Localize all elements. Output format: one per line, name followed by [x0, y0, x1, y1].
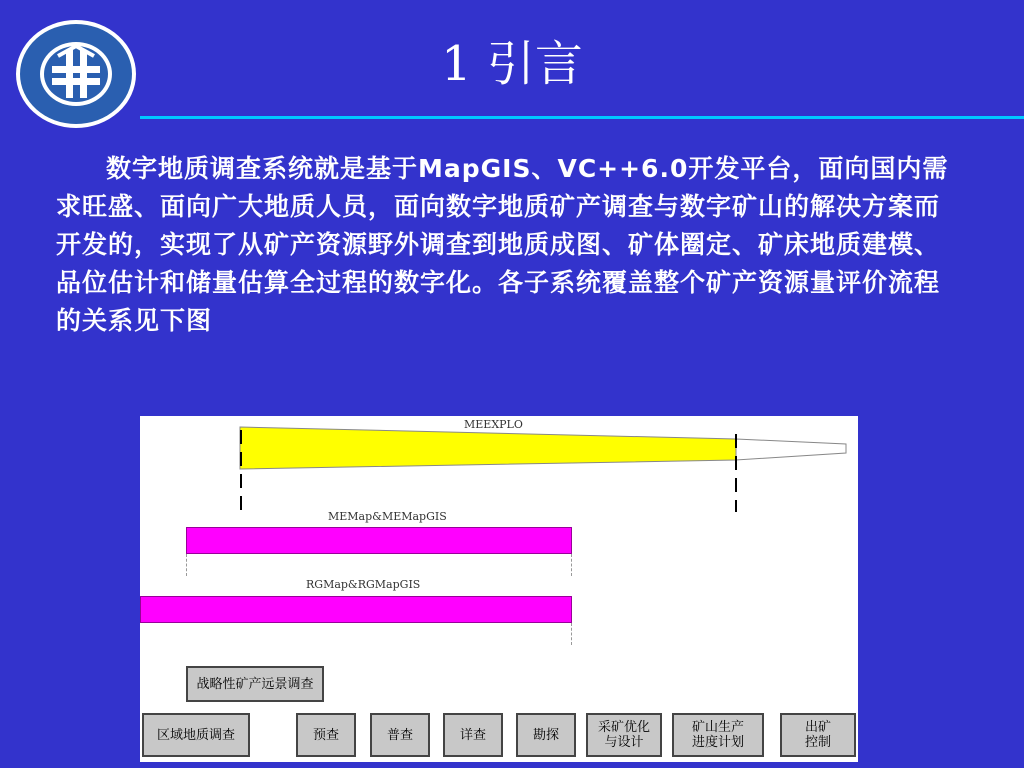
memap-right-guide	[571, 554, 572, 576]
stage-box-production-schedule	[672, 713, 764, 757]
stage-label: 区域地质调查	[156, 727, 235, 743]
memap-bar	[186, 527, 572, 554]
stage-box-ore-control	[780, 713, 856, 757]
rgmap-label: RGMap&RGMapGIS	[306, 578, 421, 591]
stage-label: 详查	[459, 727, 486, 743]
strategic-survey-box: 战略性矿产远景调查	[186, 666, 324, 702]
stage-box-exploration	[516, 713, 576, 757]
memap-left-guide	[186, 554, 187, 576]
title-rule	[140, 116, 1024, 119]
stage-label-line1: 出矿	[804, 720, 831, 735]
stage-label-line1: 矿山生产	[691, 720, 744, 735]
intro-paragraph-block	[56, 150, 956, 340]
stage-label: 勘探	[532, 727, 559, 743]
stage-box-regional-survey	[142, 713, 250, 757]
meexplo-bar	[140, 416, 858, 516]
stage-label-line2: 与设计	[604, 735, 644, 750]
memap-label: MEMap&MEMapGIS	[328, 510, 447, 523]
subsystem-diagram	[140, 416, 858, 762]
stage-box-mining-design	[586, 713, 662, 757]
intro-paragraph: 数字地质调查系统就是基于MapGIS、VC++6.0开发平台，面向国内需求旺盛、面向广大地质人员，面向数字地质矿产调查与数字矿山的解决方案而开发的，实现了从矿产资源野外调查到地质成图、矿体圈定、矿床地质建模、品位估计和储量估算全过程的数字化。各子系统覆盖整个矿产资源量评价流程的关系见下图	[56, 154, 949, 335]
meexplo-label: MEEXPLO	[464, 418, 523, 431]
stage-box-general-survey	[370, 713, 430, 757]
stage-box-detailed-survey	[443, 713, 503, 757]
page-title: 1 引言	[441, 36, 583, 92]
stage-label: 预查	[312, 727, 339, 743]
stage-label-line1: 采矿优化	[597, 720, 650, 735]
rgmap-right-guide	[571, 623, 572, 645]
stage-label-line2: 进度计划	[691, 735, 744, 750]
stage-label: 普查	[386, 727, 413, 743]
stage-box-pre-survey	[296, 713, 356, 757]
rgmap-bar	[140, 596, 572, 623]
stage-label-line2: 控制	[804, 735, 831, 750]
